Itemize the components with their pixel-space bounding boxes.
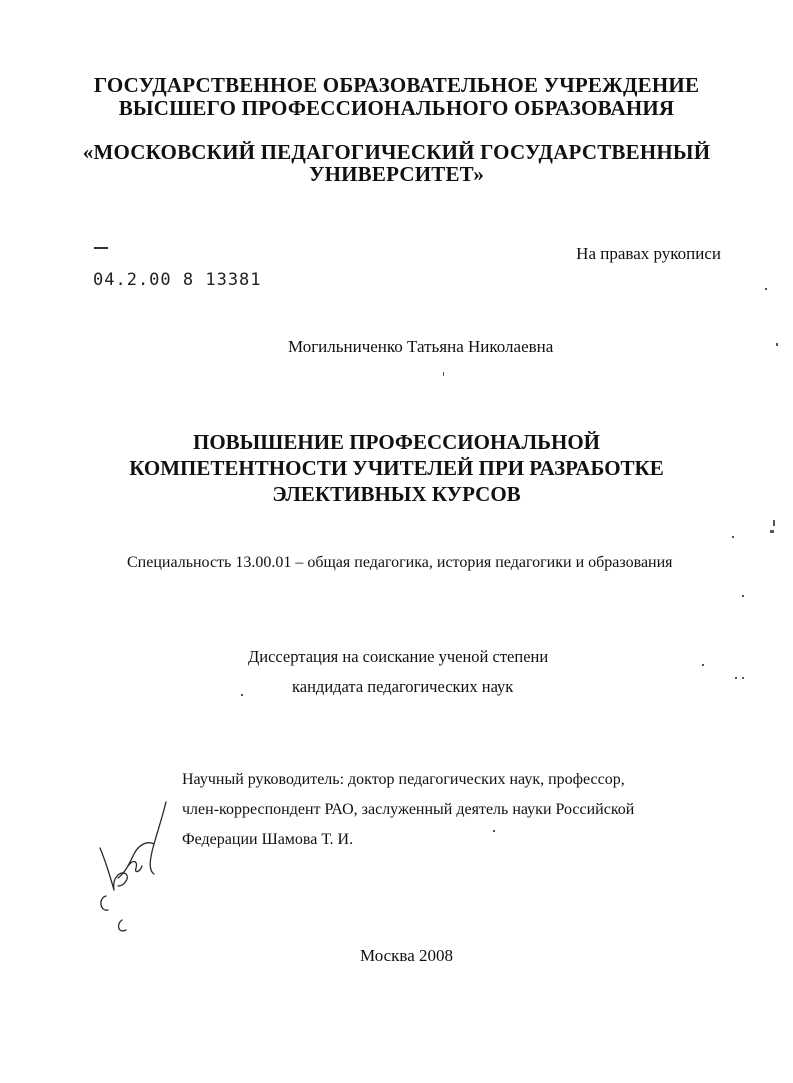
scan-speck [702,664,704,666]
university-line-2: УНИВЕРСИТЕТ» [308,162,485,186]
university-line-1: «МОСКОВСКИЙ ПЕДАГОГИЧЕСКИЙ ГОСУДАРСТВЕННЫЙ [82,140,711,164]
scan-speck [443,372,444,376]
scan-speck [765,288,767,290]
title-line-3: ЭЛЕКТИВНЫХ КУРСОВ [272,482,521,506]
scan-speck [735,677,737,679]
scan-speck [742,595,744,597]
scan-speck [732,536,734,538]
scan-speck [776,343,778,346]
scan-speck [493,830,495,832]
specialty: Специальность 13.00.01 – общая педагогика, история педагогики и образования [127,554,673,571]
manuscript-note: На правах рукописи [576,244,721,263]
stamp-mark [94,247,108,249]
degree-line-2: кандидата педагогических наук [292,677,514,696]
advisor-line-3: Федерации Шамова Т. И. [182,831,354,848]
place-year: Москва 2008 [360,946,454,965]
scan-speck [742,677,744,679]
title-line-1: ПОВЫШЕНИЕ ПРОФЕССИОНАЛЬНОЙ [193,430,600,454]
signature-image [88,800,180,935]
author-name: Могильниченко Татьяна Николаевна [288,337,554,356]
title-line-2: КОМПЕТЕНТНОСТИ УЧИТЕЛЕЙ ПРИ РАЗРАБОТКЕ [129,456,664,480]
institution-line-1: ГОСУДАРСТВЕННОЕ ОБРАЗОВАТЕЛЬНОЕ УЧРЕЖДЕНИЕ [93,73,700,97]
scan-speck [770,530,774,533]
advisor-line-1: Научный руководитель: доктор педагогических наук, профессор, [182,771,625,788]
institution-line-2: ВЫСШЕГО ПРОФЕССИОНАЛЬНОГО ОБРАЗОВАНИЯ [118,96,675,120]
advisor-line-2: член-корреспондент РАО, заслуженный деятель науки Российской [182,801,635,818]
scan-speck [241,694,243,696]
degree-line-1: Диссертация на соискание ученой степени [248,647,549,666]
scan-speck [773,520,775,526]
catalog-stamp: 04.2.00 8 13381 [93,270,262,290]
